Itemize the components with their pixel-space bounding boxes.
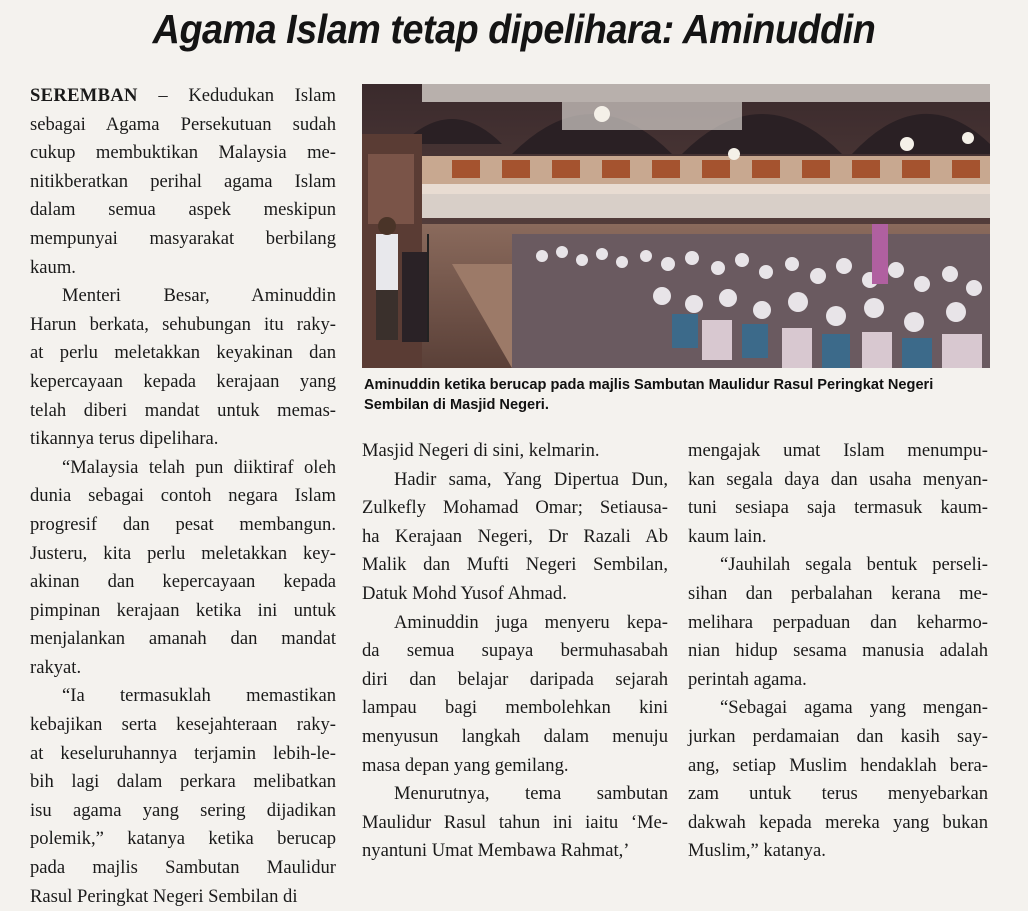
article-column-3 <box>688 437 988 866</box>
article-line: jurkan perdamaian dan kasih say- <box>688 725 988 747</box>
article-line: dakwah kepada mereka yang bukan <box>688 811 988 833</box>
article-line: “Ia termasuklah memastikan <box>62 685 336 707</box>
article-line: diri dan belajar daripada sejarah <box>362 668 668 690</box>
article-line: cukup membuktikan Malaysia me- <box>30 142 336 164</box>
photo-caption <box>364 375 994 415</box>
article-line: at keseluruhannya terjamin lebih-le- <box>30 742 336 764</box>
article-line-text: – Kedudukan Islam <box>137 85 336 106</box>
article-line: Aminuddin juga menyeru kepa- <box>394 611 668 633</box>
article-line: isu agama yang sering dijadikan <box>30 799 336 821</box>
article-line: pimpinan kerajaan ketika ini untuk <box>30 599 336 621</box>
article-paragraph <box>362 780 668 866</box>
article-column-2 <box>362 437 668 866</box>
article-line: “Jauhilah segala bentuk perseli- <box>720 554 988 576</box>
article-line: dunia sebagai contoh negara Islam <box>30 485 336 507</box>
article-line: “Malaysia telah pun diiktiraf oleh <box>62 456 336 478</box>
caption-line: Sembilan di Masjid Negeri. <box>364 397 549 413</box>
article-line: tuni sesiapa saja termasuk kaum- <box>688 497 988 519</box>
article-line: kebajikan serta kesejahteraan raky- <box>30 714 336 736</box>
article-line: kaum lain. <box>688 525 767 547</box>
article-line: melihara perpaduan dan keharmo- <box>688 611 988 633</box>
article-paragraph <box>362 466 668 609</box>
article-line: kaum. <box>30 256 76 278</box>
article-line: Harun berkata, sehubungan itu raky- <box>30 313 336 335</box>
article-line: Hadir sama, Yang Dipertua Dun, <box>394 468 668 490</box>
article-line: nian hidup sesama manusia adalah <box>688 640 988 662</box>
article-line: lampau bagi membolehkan kini <box>362 697 668 719</box>
article-line: masa depan yang gemilang. <box>362 754 569 776</box>
article-line: nitikberatkan perihal agama Islam <box>30 170 336 192</box>
article-line: pada majlis Sambutan Maulidur <box>30 857 336 879</box>
article-paragraph <box>362 437 668 466</box>
article-line <box>30 82 336 111</box>
article-line: Rasul Peringkat Negeri Sembilan di <box>30 885 298 907</box>
article-column-1 <box>30 82 336 911</box>
caption-line: Aminuddin ketika berucap pada majlis Sambutan Maulidur Rasul Peringkat Negeri <box>364 377 934 393</box>
headline: Agama Islam tetap dipelihara: Aminuddin <box>152 6 876 52</box>
article-line: Menurutnya, tema sambutan <box>394 783 668 805</box>
article-line: Justeru, kita perlu meletakkan key- <box>30 542 336 564</box>
article-line: perintah agama. <box>688 668 807 690</box>
article-line: telah diberi mandat untuk memas- <box>30 399 336 421</box>
article-line: Datuk Mohd Yusof Ahmad. <box>362 582 567 604</box>
dateline: SEREMBAN <box>30 85 138 106</box>
article-line: polemik,” katanya ketika berucap <box>30 828 336 850</box>
article-line: nyantuni Umat Membawa Rahmat,’ <box>362 840 630 862</box>
article-paragraph <box>688 694 988 866</box>
article-line: ha Kerajaan Negeri, Dr Razali Ab <box>362 525 668 547</box>
article-line: tikannya terus dipelihara. <box>30 428 219 450</box>
article-line: progresif dan pesat membangun. <box>30 513 336 535</box>
article-line: menjalankan amanah dan mandat <box>30 628 336 650</box>
article-paragraph <box>30 682 336 911</box>
article-line: menyusun langkah dalam menuju <box>362 725 668 747</box>
article-line: Malik dan Mufti Negeri Sembilan, <box>362 554 668 576</box>
article-paragraph <box>362 609 668 781</box>
article-line: dalam semua aspek meskipun <box>30 199 336 221</box>
article-line: Menteri Besar, Aminuddin <box>62 285 336 307</box>
article-line: zam untuk terus menyebarkan <box>688 783 988 805</box>
article-line: da semua supaya bermuhasabah <box>362 640 668 662</box>
article-line: Zulkefly Mohamad Omar; Setiausa- <box>362 497 668 519</box>
article-paragraph <box>30 82 336 282</box>
article-line: Maulidur Rasul tahun ini iaitu ‘Me- <box>362 811 668 833</box>
article-paragraph <box>688 437 988 551</box>
article-line: Masjid Negeri di sini, kelmarin. <box>362 440 600 461</box>
article-paragraph <box>30 454 336 683</box>
news-photo-mosque-gathering <box>362 84 990 368</box>
article-line: “Sebagai agama yang mengan- <box>720 697 988 719</box>
article-line: mengajak umat Islam menumpu- <box>688 440 988 461</box>
article-line: mempunyai masyarakat berbilang <box>30 227 336 249</box>
article-paragraph <box>688 551 988 694</box>
article-line: at perlu meletakkan keyakinan dan <box>30 342 336 364</box>
article-line: sebagai Agama Persekutuan sudah <box>30 113 336 135</box>
article-line: rakyat. <box>30 656 82 678</box>
article-line: bih lagi dalam perkara melibatkan <box>30 771 336 793</box>
article-line: sihan dan perbalahan kerana me- <box>688 582 988 604</box>
article-paragraph <box>30 282 336 454</box>
article-line: ang, setiap Muslim hendaklah bera- <box>688 754 988 776</box>
article-line: akinan dan kepercayaan kepada <box>30 571 336 593</box>
article-line: Muslim,” katanya. <box>688 840 826 862</box>
article-line: kan segala daya dan usaha menyan- <box>688 468 988 490</box>
article-line: kepercayaan kepada kerajaan yang <box>30 370 336 392</box>
